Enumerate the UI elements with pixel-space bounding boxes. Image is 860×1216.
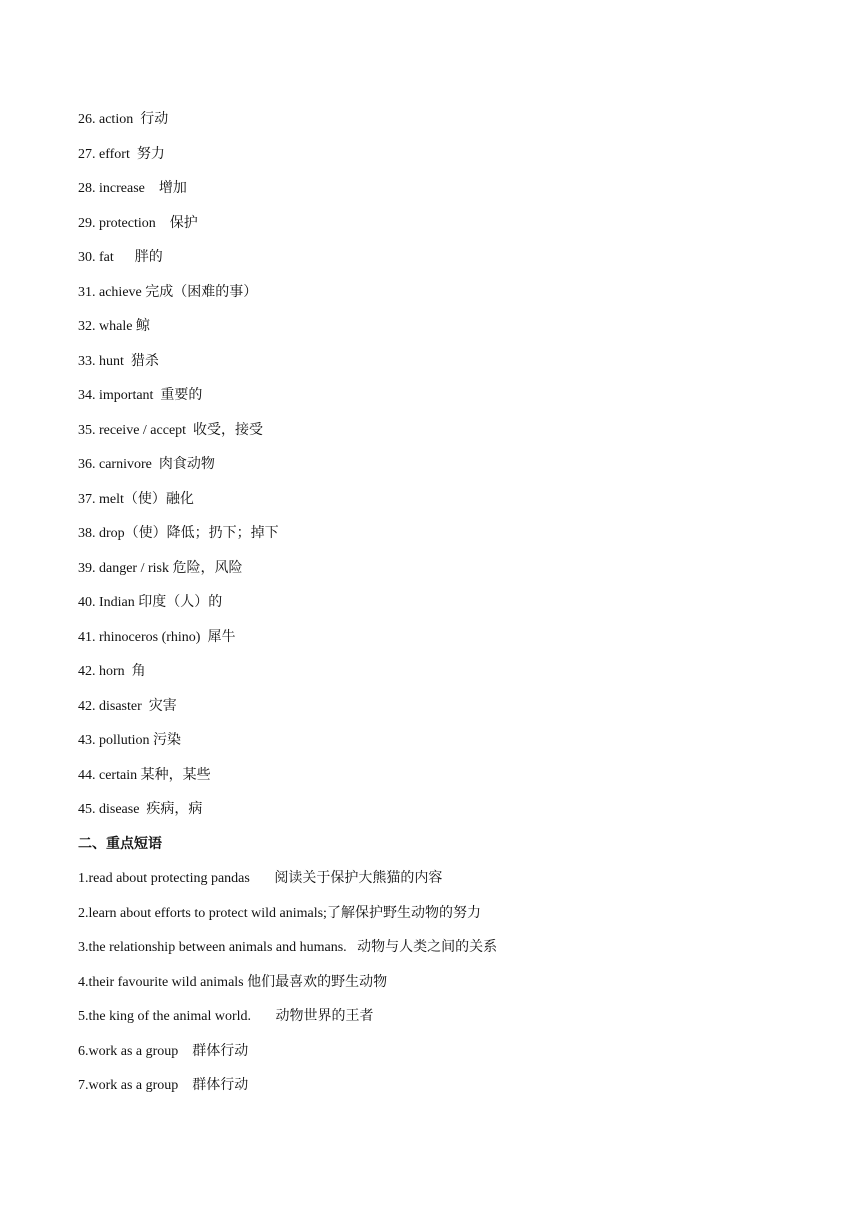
- vocab-item: 26. action 行动: [78, 112, 169, 127]
- vocab-item: 32. whale 鲸: [78, 319, 150, 334]
- vocab-item: 44. certain 某种，某些: [78, 767, 211, 783]
- vocab-item: 36. carnivore 肉食动物: [78, 457, 215, 472]
- phrase-item: 4.their favourite wild animals 他们最喜欢的野生动物: [78, 974, 388, 990]
- vocab-item: 37. melt（使）融化: [78, 491, 194, 507]
- phrase-item: 2.learn about efforts to protect wild animals;了解保护野生动物的努力: [78, 905, 481, 921]
- vocab-item: 38. drop（使）降低；扔下；掉下: [78, 526, 279, 541]
- vocab-item: 33. hunt 猎杀: [78, 353, 159, 369]
- vocab-item: 43. pollution 污染: [78, 733, 182, 748]
- vocab-item: 28. increase 增加: [78, 181, 187, 196]
- document-body: [78, 108, 798, 1109]
- vocab-item: 29. protection 保护: [78, 215, 198, 231]
- vocab-item: 35. receive / accept 收受，接受: [78, 422, 264, 438]
- phrase-item: 3.the relationship between animals and humans. 动物与人类之间的关系: [78, 940, 498, 955]
- vocab-item: 30. fat 胖的: [78, 250, 163, 265]
- vocab-item: 31. achieve 完成（困难的事）: [78, 284, 258, 300]
- vocab-item: 27. effort 努力: [78, 146, 165, 162]
- section-heading: 二、重点短语: [78, 836, 162, 852]
- vocab-item: 41. rhinoceros (rhino) 犀牛: [78, 629, 236, 645]
- vocab-item: 34. important 重要的: [78, 388, 203, 403]
- vocab-item: 42. disaster 灾害: [78, 698, 177, 714]
- vocab-item: 39. danger / risk 危险，风险: [78, 560, 243, 576]
- vocab-item: 42. horn 角: [78, 664, 146, 679]
- vocab-item: 40. Indian 印度（人）的: [78, 595, 223, 610]
- phrase-item: 5.the king of the animal world. 动物世界的王者: [78, 1009, 374, 1024]
- phrase-item: 6.work as a group 群体行动: [78, 1043, 249, 1059]
- phrase-item: 7.work as a group 群体行动: [78, 1078, 249, 1093]
- phrase-item: 1.read about protecting pandas 阅读关于保护大熊猫的内容: [78, 871, 443, 886]
- vocab-item: 45. disease 疾病，病: [78, 802, 203, 817]
